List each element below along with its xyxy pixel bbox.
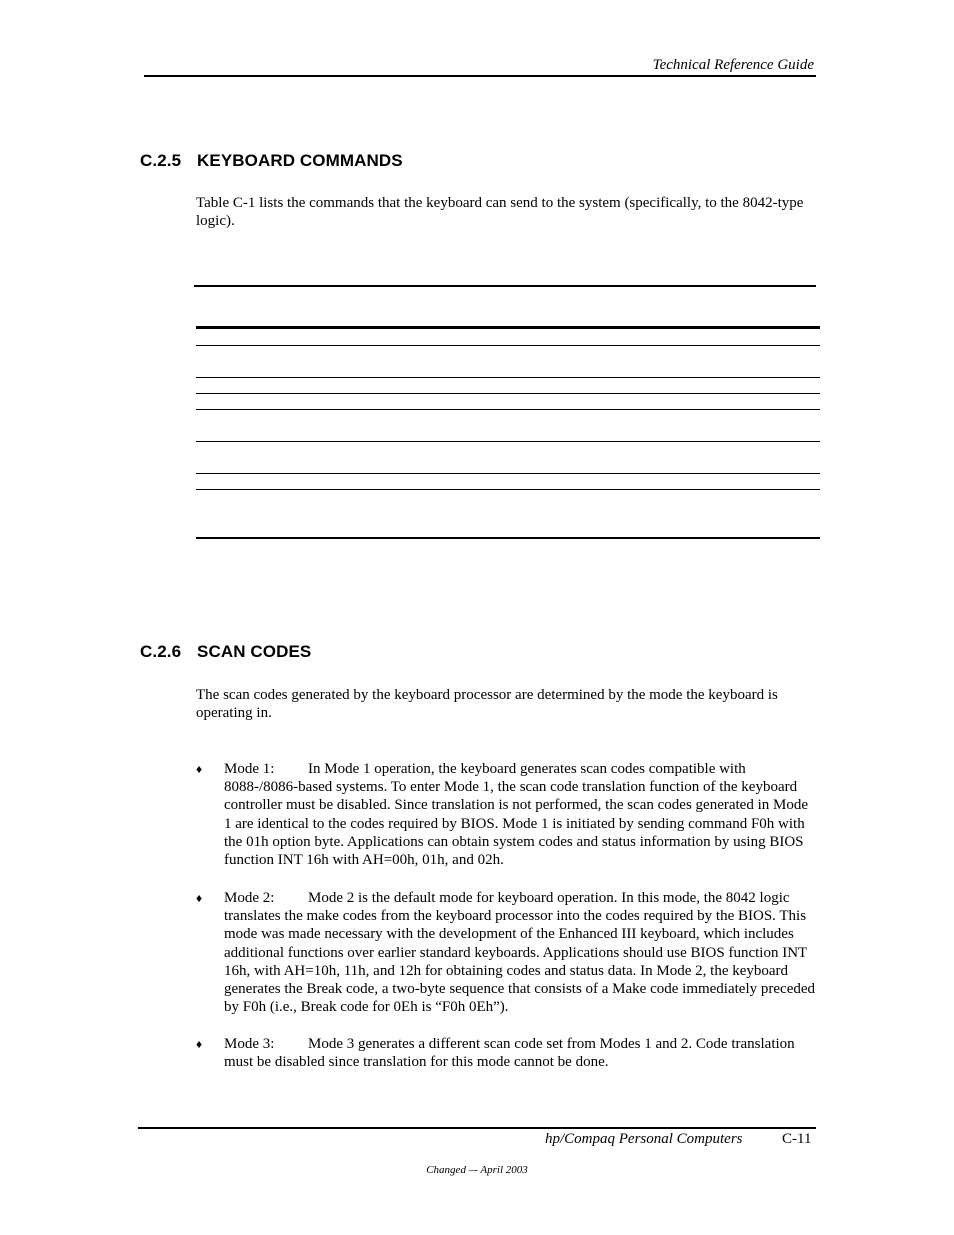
footer-title: hp/Compaq Personal Computers xyxy=(545,1131,743,1147)
mode-description: Mode 3 generates a different scan code set from Modes 1 and 2. Code translation must be disabled since translation for this mode cannot be done. xyxy=(224,1036,795,1071)
list-item-mode-3 xyxy=(196,1035,818,1071)
mode-label: Mode 1: xyxy=(224,761,275,777)
mode-label: Mode 3: xyxy=(224,1036,275,1052)
table-row-rule xyxy=(196,441,820,442)
section-heading-scan-codes xyxy=(140,642,311,662)
table-row-rule xyxy=(196,489,820,490)
table-row-rule xyxy=(196,345,820,346)
table-row-rule xyxy=(196,473,820,474)
table-header-rule xyxy=(196,326,820,329)
diamond-bullet-icon: ♦ xyxy=(196,1037,203,1051)
revision-note: Changed –- April 2003 xyxy=(426,1164,528,1176)
section-number: C.2.6 xyxy=(140,642,182,661)
mode-description: In Mode 1 operation, the keyboard generates scan codes compatible with 8088-/8086-based systems. To enter Mode 1, the scan code translation function of the keyboard controller must be disabled. Since translation is not performed, the scan codes generated in Mode 1 are identical to the codes required by BIOS. Mode 1 is initiated by sending command F0h with the 01h option byte. Applications can obtain system codes and status information by using BIOS function INT 16h with AH=00h, 01h, and 02h. xyxy=(224,761,808,869)
page-number: C-11 xyxy=(782,1131,812,1147)
keyboard-commands-intro: Table C-1 lists the commands that the keyboard can send to the system (specifically, to the 8042-type logic). xyxy=(196,195,804,229)
table-row-rule xyxy=(196,409,820,410)
list-item-mode-2 xyxy=(196,889,818,1016)
list-item-mode-1 xyxy=(196,760,818,869)
section-title: SCAN CODES xyxy=(197,642,312,661)
table-row-rule xyxy=(196,393,820,394)
scan-codes-intro: The scan codes generated by the keyboard processor are determined by the mode the keyboard is operating in. xyxy=(196,687,778,721)
table-bottom-rule xyxy=(196,537,820,539)
section-number: C.2.5 xyxy=(140,151,182,170)
mode-label: Mode 2: xyxy=(224,890,275,906)
running-header: Technical Reference Guide xyxy=(652,57,814,73)
diamond-bullet-icon: ♦ xyxy=(196,762,203,776)
footer-rule xyxy=(138,1127,816,1129)
mode-description: Mode 2 is the default mode for keyboard operation. In this mode, the 8042 logic translates the make codes from the keyboard processor into the codes required by the BIOS. This mode was made necessary with the development of the Enhanced III keyboard, which includes additional functions over earlier standard keyboards. Applications should use BIOS function INT 16h, with AH=10h, 11h, and 12h for obtaining codes and status data. In Mode 2, the keyboard generates the Break code, a two-byte sequence that consists of a Make code immediately preceded by F0h (i.e., Break code for 0Eh is “F0h 0Eh”). xyxy=(224,890,816,1016)
section-heading-keyboard-commands xyxy=(140,151,403,171)
table-row-rule xyxy=(196,377,820,378)
header-rule xyxy=(144,75,816,77)
section-title: KEYBOARD COMMANDS xyxy=(197,151,403,170)
table-caption-rule xyxy=(194,285,816,287)
diamond-bullet-icon: ♦ xyxy=(196,891,203,905)
